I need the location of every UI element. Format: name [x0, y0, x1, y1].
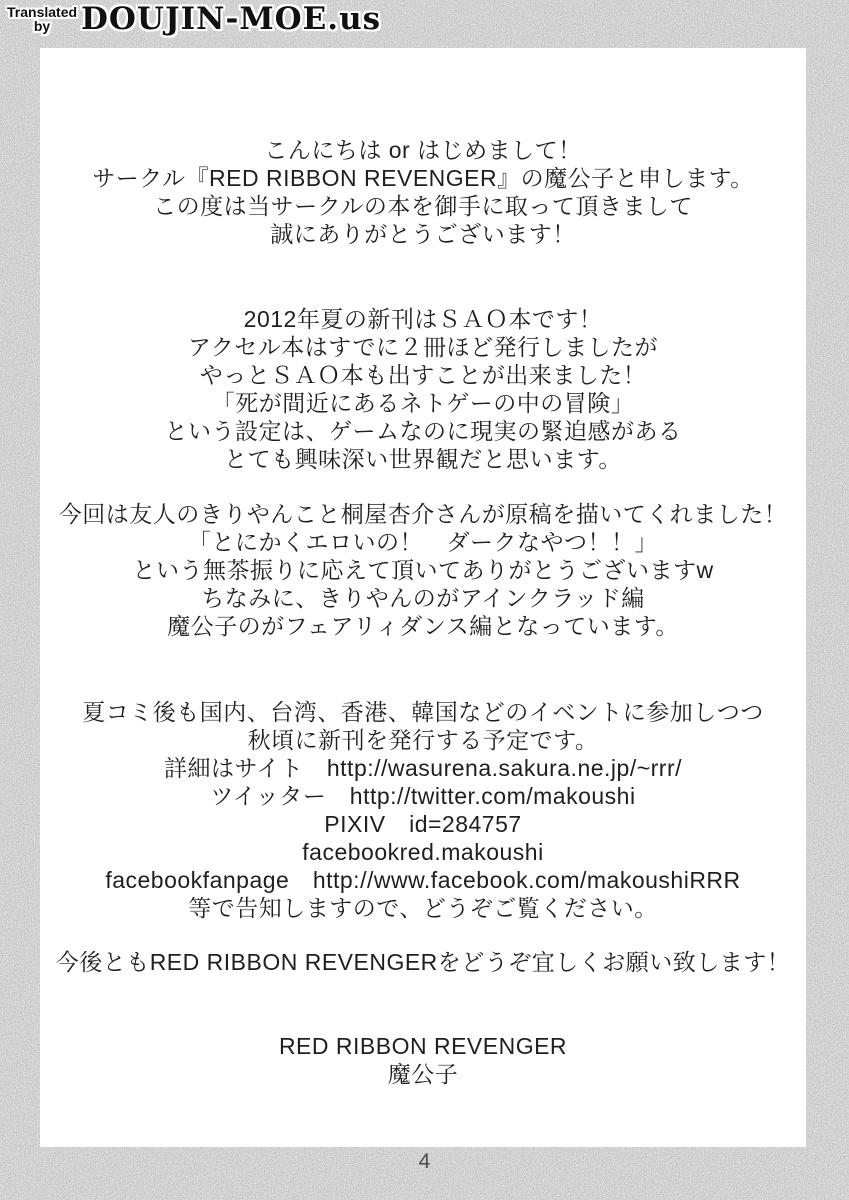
website-url-line: 詳細はサイト http://wasurena.sakura.ne.jp/~rrr/ [163, 755, 683, 781]
author-name: 魔公子 [387, 1061, 459, 1087]
text-line: とても興味深い世界観だと思います。 [224, 446, 622, 472]
text-line: 「とにかくエロいの！ ダークなやつ！！」 [188, 529, 658, 555]
text-line: 2012年夏の新刊はＳＡＯ本です！ [243, 306, 603, 332]
translated-by-label [7, 5, 77, 33]
text-line: アクセル本はすでに２冊ほど発行しましたが [188, 334, 658, 360]
text-line: 今回は友人のきりやんこと桐屋杏介さんが原稿を描いてくれました！ [58, 501, 788, 527]
text-line: サークル『RED RIBBON REVENGER』の魔公子と申します。 [92, 165, 754, 191]
text-line: 「死が間近にあるネトゲーの中の冒険」 [211, 390, 635, 416]
text-line: という設定は、ゲームなのに現実の緊迫感がある [164, 418, 682, 444]
greeting-paragraph [40, 136, 806, 248]
text-line: 等で告知しますので、どうぞご覧ください。 [188, 895, 658, 921]
text-line: この度は当サークルの本を御手に取って頂きまして [153, 193, 693, 219]
translator-watermark [0, 0, 381, 37]
afterword-page [40, 48, 806, 1147]
text-line: 魔公子のがフェアリィダンス編となっています。 [167, 613, 679, 639]
text-line: こんにちは or はじめまして！ [264, 137, 582, 163]
text-line: ちなみに、きりやんのがアインクラッド編 [201, 585, 645, 611]
translated-by-line1: Translated [7, 4, 78, 20]
closing-paragraph [40, 948, 806, 976]
book-info-paragraph [40, 305, 806, 473]
announcements-paragraph [40, 698, 806, 922]
artist-thanks-paragraph [40, 500, 806, 640]
circle-name: RED RIBBON REVENGER [278, 1033, 568, 1059]
text-line: やっとＳＡＯ本も出すことが出来ました！ [199, 362, 647, 388]
text-line: 夏コミ後も国内、台湾、香港、韓国などのイベントに参加しつつ [82, 699, 764, 725]
text-line: 今後ともRED RIBBON REVENGERをどうぞ宜しくお願い致します！ [55, 949, 791, 975]
signature-block [40, 1032, 806, 1088]
facebook-fanpage-url-line: facebookfanpage http://www.facebook.com/makoushiRRR [105, 867, 741, 893]
doujin-moe-logo: DOUJIN-MOE.us [81, 1, 382, 37]
text-line: 誠にありがとうございます！ [270, 221, 576, 247]
facebook-line: facebookred.makoushi [302, 839, 544, 865]
twitter-url-line: ツイッター http://twitter.com/makoushi [210, 783, 636, 809]
text-line: という無茶振りに応えて頂いてありがとうございますw [132, 557, 714, 583]
text-line: 秋頃に新刊を発行する予定です。 [247, 727, 599, 753]
page-number: 4 [418, 1150, 431, 1173]
translated-by-line2: by [33, 18, 51, 34]
pixiv-id-line: PIXIV id=284757 [324, 811, 522, 837]
